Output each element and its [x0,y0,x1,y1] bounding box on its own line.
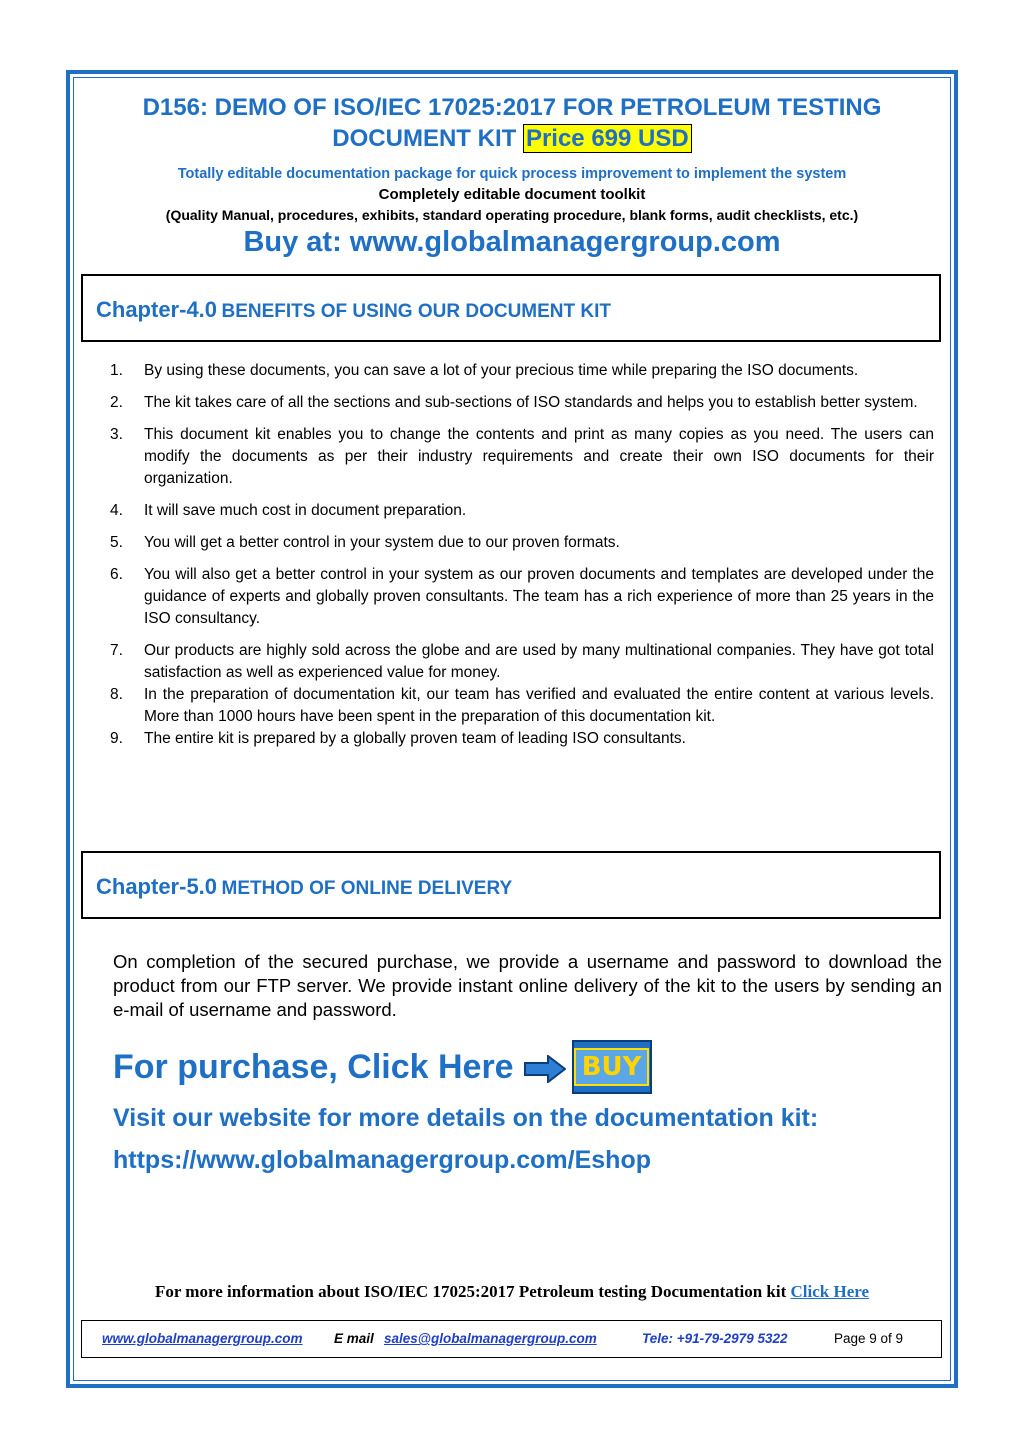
toolkit-line: Completely editable document toolkit [378,186,646,203]
chapter-4-heading [81,274,941,342]
footer-email-label: E mail [334,1331,374,1346]
footer-email-link[interactable]: sales@globalmanagergroup.com [384,1331,597,1346]
chapter-4-title: BENEFITS OF USING OUR DOCUMENT KIT [221,301,611,322]
list-item [110,360,934,382]
list-item [110,392,934,414]
chapter-4-label [96,297,611,323]
chapter-5-number: Chapter-5.0 [96,874,218,899]
list-item [110,640,934,684]
title-kit-text: DOCUMENT KIT [332,125,517,152]
list-number: 1. [110,362,123,379]
chapter-4-number: Chapter-4.0 [96,297,218,322]
list-text: In the preparation of documentation kit, our team has verified and evaluated the entire content at various levels. More than 1000 hours have been spent in the preparation of this documentation kit. [144,686,934,725]
list-number: 3. [110,426,123,443]
title-line-2 [76,123,948,154]
purchase-row [113,1040,652,1094]
purchase-text: For purchase, Click Here [113,1047,514,1086]
footer-website-link[interactable]: www.globalmanagergroup.com [102,1331,303,1346]
list-text: Our products are highly sold across the globe and are used by many multinational companies. They have got total satisfaction as well as experienced value for money. [144,642,934,681]
chapter-5-title: METHOD OF ONLINE DELIVERY [221,878,513,899]
list-number: 7. [110,642,123,659]
list-number: 6. [110,566,123,583]
list-item [110,424,934,490]
list-item [110,684,934,728]
list-item [110,532,934,554]
eshop-link[interactable]: https://www.globalmanagergroup.com/Eshop [113,1146,651,1174]
contents-line: (Quality Manual, procedures, exhibits, standard operating procedure, blank forms, audit checklists, etc.) [165,207,859,223]
buy-button-label: BUY [574,1048,650,1086]
more-info-click-here-link[interactable]: Click Here [790,1282,870,1301]
list-item [110,728,934,750]
list-number: 4. [110,502,123,519]
list-text: This document kit enables you to change the contents and print as many copies as you need. The users can modify the documents as per their industry requirements and create their own ISO documents for their organization. [144,426,934,487]
footer [81,1320,942,1358]
list-item [110,500,934,522]
subtitle: Totally editable documentation package for quick process improvement to implement the system [177,166,847,182]
list-text: You will also get a better control in your system as our proven documents and templates are developed under the guidance of experts and globally proven consultants. The team has a rich experience of more than 25 years in the ISO consultancy. [144,566,934,627]
document-title [76,92,948,154]
list-text: The kit takes care of all the sections and sub-sections of ISO standards and helps you to establish better system. [144,394,918,411]
list-number: 5. [110,534,123,551]
more-info-text: For more information about ISO/IEC 17025:2017 Petroleum testing Documentation kit [154,1282,791,1301]
list-number: 9. [110,730,123,747]
delivery-paragraph: On completion of the secured purchase, we provide a username and password to download the product from our FTP server. We provide instant online delivery of the kit to the users by sending an e-mail of username and password. [113,951,942,1020]
list-text: It will save much cost in document preparation. [144,502,467,519]
list-number: 2. [110,394,123,411]
buy-button[interactable] [572,1040,652,1094]
visit-website-text: Visit our website for more details on the documentation kit: [113,1104,819,1132]
list-text: You will get a better control in your system due to our proven formats. [144,534,620,551]
list-text: The entire kit is prepared by a globally proven team of leading ISO consultants. [144,730,686,747]
list-number: 8. [110,686,123,703]
benefits-list [110,360,934,750]
price-badge: Price 699 USD [523,124,692,153]
title-line-1: D156: DEMO OF ISO/IEC 17025:2017 FOR PETROLEUM TESTING [142,94,882,121]
right-arrow-icon [524,1053,566,1081]
chapter-5-label [96,874,512,900]
chapter-5-heading [81,851,941,919]
list-text: By using these documents, you can save a lot of your precious time while preparing the ISO documents. [144,362,859,379]
footer-telephone: Tele: +91-79-2979 5322 [642,1331,788,1346]
buy-at-link[interactable]: Buy at: www.globalmanagergroup.com [243,226,781,258]
page-number: Page 9 of 9 [834,1331,904,1346]
list-item [110,564,934,630]
more-info-line [76,1282,948,1302]
